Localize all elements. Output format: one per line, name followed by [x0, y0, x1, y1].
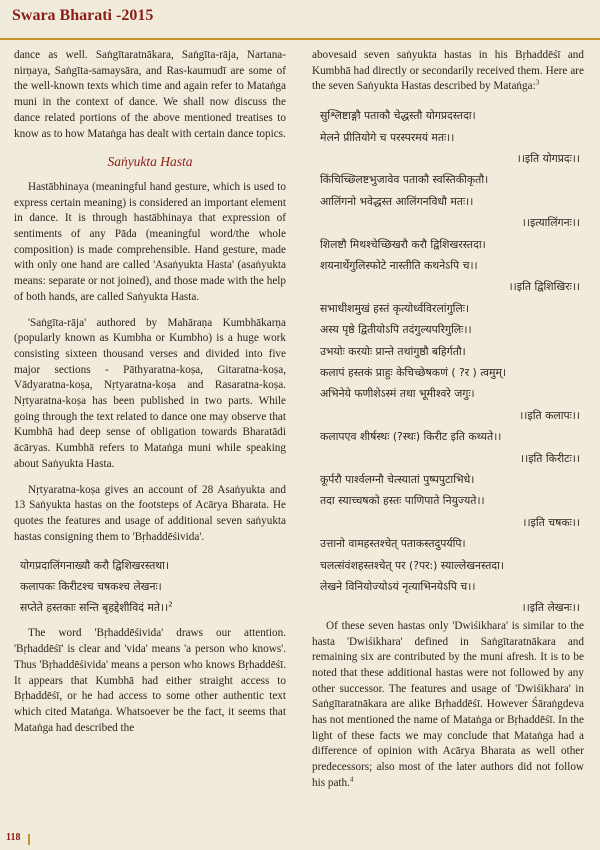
verse-colophon: ।।इति किरीटः।। [520, 451, 580, 465]
footnote-marker: 2 [168, 600, 173, 609]
verse-line: तदा स्याच्चषको हस्तः पाणिपाते नियुज्यते।। [320, 494, 485, 508]
verse-colophon: ।।इति लेखनः।। [521, 601, 580, 615]
right-column [312, 48, 584, 802]
verse-line: उभयोः करयोः प्रान्ते तथांगुष्ठौ बहिर्गतौ। [320, 344, 466, 358]
verse-line: उत्तानो वामहस्तश्चेत् पताकस्तदुपर्यपि। [320, 537, 466, 551]
verse-line: सभाधीशमुखं हस्तं कृत्योर्ध्वविरलांगुलिः। [320, 301, 470, 315]
page-header [0, 0, 600, 40]
verse-line: कलापकः किरीटश्च चषकश्च लेखनः। [20, 580, 162, 594]
verse-line: शयनार्थेगुलिस्फोटे नास्तीति कथनेऽपि च।। [320, 258, 478, 272]
verse-line: सप्तेते हस्तकाः सन्ति बृहद्देशीविदं मते।।$^2$ [20, 600, 173, 615]
left-paragraph-5: The word 'Bṛhaddēśivida' draws our attention. 'Bṛhaddēśī' is clear and 'vida' means 'a person who knows'. Thus 'Bṛhaddēśivida' means a person who knows Bṛhaddēśī. It appears that Kumbhā had either straight access to Bṛhaddēśī, or he had access to some other authentic text which cited Mataṅga. Whatsoever be the fact, it seems that Mataṅga had described the [14, 627, 286, 734]
right-verse-block [312, 105, 584, 619]
verse-line: अभिनेये फणीशेऽस्मं तथा भूमीश्वरे जगुः। [320, 387, 475, 401]
verse-line: कलापएव शीर्षस्थः (?स्थः) किरीट इति कथ्यते।। [320, 430, 502, 444]
verse-line: कूर्परौ पार्श्वलग्नौ चेत्स्यातां पुष्पपुटाभिधे। [320, 473, 475, 487]
left-paragraph-1: dance as well. Saṅgītaratnākara, Saṅgīta-rāja, Nartana-nirṇaya, Saṅgīta-samaysāra, and Ras-kaumudī are some of the well-known texts which time and again refer to Mataṅga muni in the context of dance. We shall now discuss the dance related portions of the above mentioned treatises to know as to how Mataṅga has dealt with certain dance topics. [14, 49, 286, 140]
left-verse-block [14, 555, 286, 618]
verse-colophon: ।।इति योगप्रदः।। [516, 151, 580, 165]
verse-line: किंचिच्छ्लिष्टभुजावेव पताकौ स्वस्तिकीकृतौ। [320, 173, 489, 187]
verse-colophon: ।।इति चषकः।। [522, 515, 580, 529]
verse-line: मेलने प्रीतियोगे च परस्परमयं मतः।। [320, 130, 455, 144]
footer-rule [28, 834, 30, 845]
journal-title: Swara Bharati -2015 [12, 7, 154, 24]
verse-colophon: ।।इत्यालिंगनः।। [521, 216, 580, 230]
right-paragraph-2: Of these seven hastas only 'Dwiśikhara' is similar to the hasta 'Dwiśikhara' defined in Saṅgītaratnākara and remaining six are contributed by the muni afresh. It is to be noted that these additional hastas were not followed by any other successor. The features and usage of 'Dwiśikhara' in Saṅgītaratnākara are alike Bṛhaddēśī. However Śāraṅgdeva has not mentioned the name of Mataṅga or Bṛhaddēśī. In the light of these facts we may conclude that Mataṅga had a difference of opinion with Acārya Bharata as well other predecessors; also most of the later authors did not follow his path.$^4$ [312, 619, 584, 789]
page-number: 118 [6, 832, 21, 843]
verse-line: लेखने विनियोज्योऽयं नृत्याभिनयेऽपि च।। [320, 580, 476, 594]
verse-line: योगप्रदालिंगनाख्यौ करौ द्विशिखरस्तथा। [20, 559, 170, 573]
page-footer [0, 832, 30, 850]
verse-line: अस्य पृष्ठे द्वितीयोऽपि तदंगुल्यपरिगुलिः।। [320, 323, 472, 337]
verse-colophon: ।।इति कलापः।। [519, 408, 580, 422]
footnote-marker: 3 [535, 78, 540, 87]
verse-line: सुश्लिष्टाङ्गौ पताकौ चेद्धस्तौ योगप्रदस्तदा। [320, 109, 476, 123]
verse-line: चलत्संवंशहस्तश्चेत् पर (?पर:) स्याल्लेखनस्तदा। [320, 558, 505, 572]
verse-line: आलिंगनो भवेद्धस्त आलिंगनविधौ मतः।। [320, 194, 474, 208]
verse-colophon: ।।इति द्विशिखिरः।। [508, 280, 580, 294]
left-paragraph-4: Nṛtyaratna-koṣa gives an account of 28 Asaṅyukta and 13 Saṅyukta hastas on the footsteps of Acārya Bharata. He quotes the features and usage of additional seven saṅyukta hastas consigning them to 'Bṛhaddēśivida'. [14, 483, 286, 543]
verse-line: कलापं हस्तकं प्राहुः केचिच्छेषकणं ( ?र ) त्वमुम्। [320, 365, 507, 379]
right-paragraph-1: abovesaid seven saṅyukta hastas in his Bṛhaddēśī and Kumbhā had directly or secondarily received them. Here are the seven Saṅyukta Hastas described by Mataṅga:$^3$ [312, 49, 584, 93]
section-title: Saṅyukta Hasta [107, 154, 193, 170]
footnote-marker: 4 [349, 775, 354, 784]
verse-line: शिलष्टौ मिथश्चेच्छिखरौ करौ द्विशिखरस्तदा। [320, 237, 486, 251]
left-paragraph-3: 'Saṅgīta-rāja' authored by Mahāraṇa Kumbhākarṇa (popularly known as Kumbha or Kumbho) is a huge work consisting sixteen thousand verses and divided into five major sections - Pāthyaratna-koṣa, Gitaratna-koṣa, Vādyaratna-koṣa, Nṛtyaratna-koṣa and Rasaratna-koṣa. Nṛtyaratna-koṣa has been published in two parts. While going through the text related to dance one may observe that Kumbhā had deep sense of obligation towards Bharatādi ācāryas. Kumbhā refers to Mataṅga muni while speaking about Saṅyukta Hasta. [14, 316, 286, 470]
left-paragraph-2: Hastābhinaya (meaningful hand gesture, which is used to express certain meaning) is considered an important element in dance. It is through hastābhinaya that expression of sentiments of any Pāda (meaningful word/the whole composition) is made comprehensible. Hand gesture, made with only one hand are called 'Asaṅyukta Hasta' (asaṅyukta means: separate or not joined), and those made with the help of both hands, are called Saṅyukta Hasta. [14, 180, 286, 303]
left-column [14, 48, 286, 746]
